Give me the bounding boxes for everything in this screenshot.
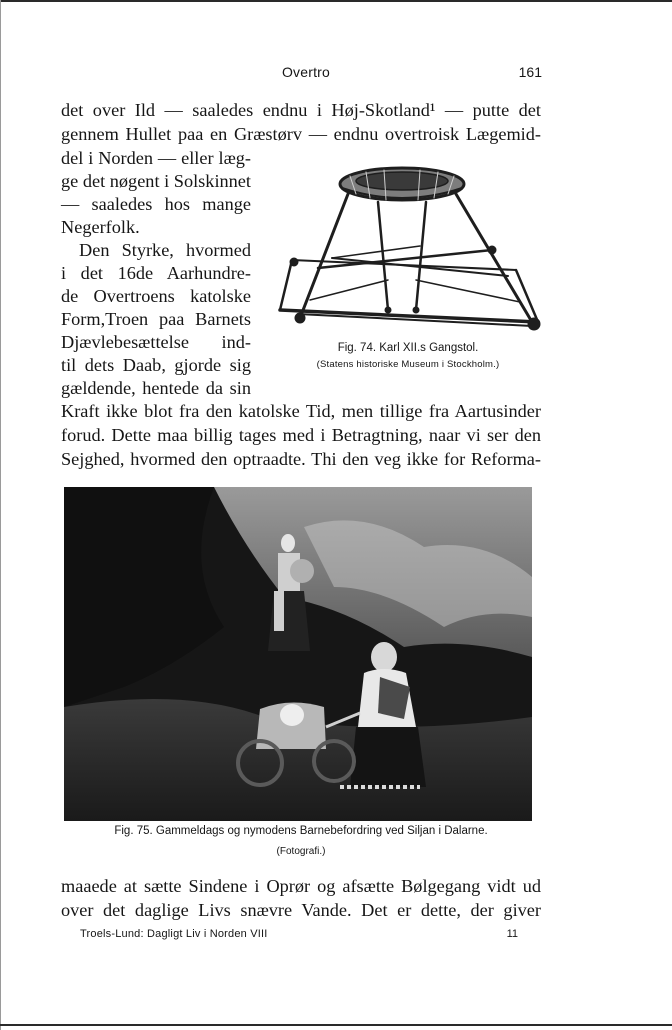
figure-75-source: (Fotografi.) [276,846,326,857]
footer-sheet-number: 11 [506,928,518,940]
text-line: de Overtroens katolske [61,286,251,306]
figure-74-caption: Fig. 74. Karl XII.s Gangstol. [337,342,479,354]
text-line: til dets Daab, gjorde sig [61,355,251,375]
text-line: det over Ild — saaledes endnu i Høj-Skotland¹ — putte det [61,100,541,120]
text-line: over det daglige Livs snævre Vande. Det er dette, der giver [61,900,541,920]
figure-75-caption: Fig. 75. Gammeldags og nymodens Barnebefordring ved Siljan i Dalarne. [114,825,488,837]
text-line: ge det nøgent i Solskinnet [61,171,251,191]
footer-signature: Troels-Lund: Dagligt Liv i Norden VIII [80,928,268,940]
text-line: i det 16de Aarhundre- [61,263,251,283]
text-line: gennem Hullet paa en Græstørv — endnu overtroisk Lægemid- [61,124,541,144]
text-line: Negerfolk. [61,217,140,237]
gangstol-illustration [270,160,546,338]
page-left-border [0,0,1,1030]
text-line: Djævlebesættelse ind- [61,332,251,352]
text-line: — saaledes hos mange [61,194,251,214]
text-line: Kraft ikke blot fra den katolske Tid, men tillige fra Aartusinder [61,401,541,421]
page-bottom-border [0,1024,672,1026]
text-line: Den Styrke, hvormed [79,240,251,260]
text-line: Sejghed, hvormed den optraadte. Thi den veg ikke for Reforma- [61,449,541,469]
text-line: maaede at sætte Sindene i Oprør og afsætte Bølgegang vidt ud [61,876,541,896]
siljan-photo [64,487,532,821]
figure-74-source: (Statens historiske Museum i Stockholm.) [316,359,500,370]
page-number: 161 [518,64,542,80]
text-line: Form,Troen paa Barnets [61,309,251,329]
text-line: gældende, hentede da sin [61,378,251,398]
photograph-figure-75 [64,487,532,821]
page-top-border [0,0,672,2]
text-line: del i Norden — eller læg- [61,148,251,168]
running-title: Overtro [281,64,331,80]
text-line: forud. Dette maa billig tages med i Betragtning, naar vi ser den [61,425,541,445]
